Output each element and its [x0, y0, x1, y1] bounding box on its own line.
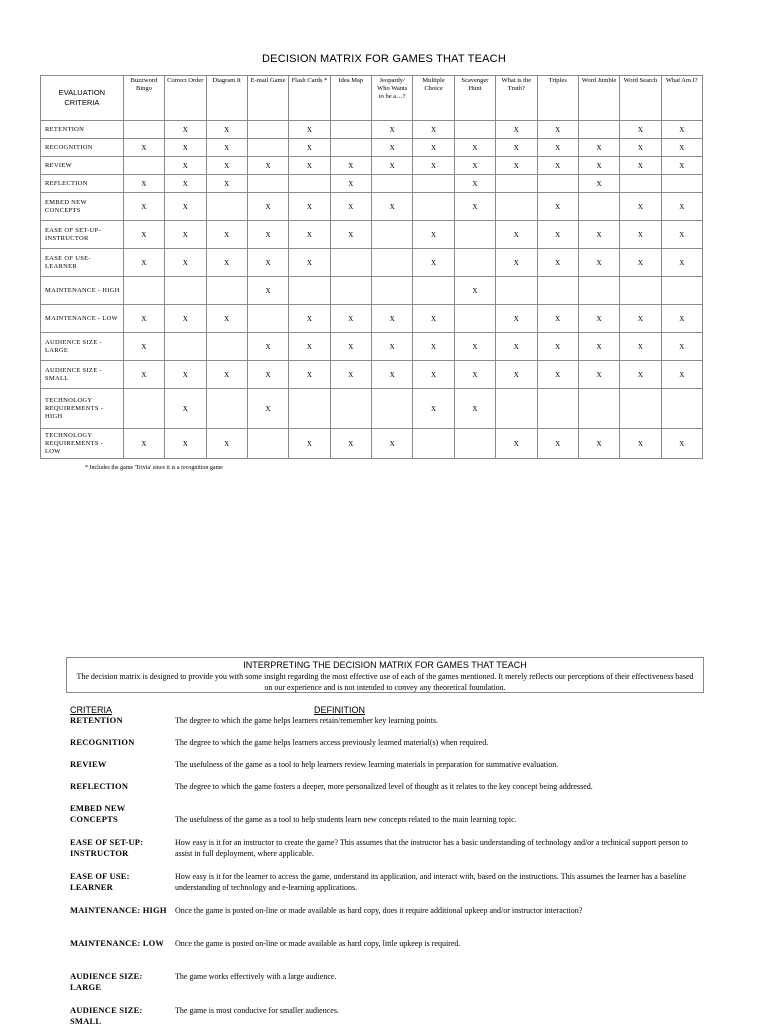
matrix-cell: X	[578, 429, 619, 459]
matrix-cell: X	[330, 429, 371, 459]
matrix-cell	[330, 389, 371, 429]
matrix-cell: X	[661, 157, 702, 175]
matrix-cell: X	[620, 193, 661, 221]
matrix-cell: X	[206, 305, 247, 333]
column-header-game: Flash Cards *	[289, 76, 330, 121]
matrix-cell: X	[620, 139, 661, 157]
definition-text: The degree to which the game fosters a deeper, more personalized level of thought as it relates to the key concept being addressed.	[175, 782, 593, 791]
matrix-cell: X	[206, 249, 247, 277]
row-criterion-label: RECOGNITION	[41, 139, 124, 157]
matrix-cell: X	[496, 121, 537, 139]
column-header-game: What Am I?	[661, 76, 702, 121]
definition-column-header: DEFINITION	[314, 705, 365, 715]
matrix-cell	[206, 333, 247, 361]
matrix-cell	[537, 389, 578, 429]
column-header-game: Buzzword Bingo	[123, 76, 164, 121]
matrix-cell: X	[578, 175, 619, 193]
table-row	[41, 193, 703, 221]
matrix-cell	[496, 193, 537, 221]
matrix-cell: X	[247, 361, 288, 389]
matrix-cell	[123, 121, 164, 139]
matrix-cell	[330, 277, 371, 305]
matrix-cell: X	[165, 121, 206, 139]
matrix-cell: X	[289, 221, 330, 249]
matrix-cell	[247, 175, 288, 193]
row-criterion-label: REVIEW	[41, 157, 124, 175]
matrix-cell	[165, 333, 206, 361]
matrix-cell	[123, 157, 164, 175]
matrix-cell: X	[496, 429, 537, 459]
matrix-cell	[496, 175, 537, 193]
matrix-cell: X	[123, 305, 164, 333]
matrix-cell: X	[620, 333, 661, 361]
matrix-cell: X	[247, 333, 288, 361]
table-row	[41, 249, 703, 277]
definition-text: The degree to which the game helps learners access previously learned material(s) when required.	[175, 738, 489, 747]
table-row	[41, 221, 703, 249]
matrix-cell: X	[578, 221, 619, 249]
matrix-cell: X	[289, 139, 330, 157]
matrix-cell	[289, 277, 330, 305]
matrix-cell: X	[330, 221, 371, 249]
matrix-cell	[537, 175, 578, 193]
matrix-cell: X	[289, 333, 330, 361]
matrix-cell: X	[578, 361, 619, 389]
table-row	[41, 389, 703, 429]
matrix-cell: X	[537, 361, 578, 389]
matrix-cell: X	[372, 193, 413, 221]
matrix-cell: X	[372, 139, 413, 157]
matrix-cell	[454, 429, 495, 459]
matrix-cell: X	[165, 361, 206, 389]
matrix-cell: X	[372, 157, 413, 175]
matrix-cell	[123, 389, 164, 429]
table-row	[41, 121, 703, 139]
matrix-cell: X	[165, 221, 206, 249]
matrix-cell: X	[372, 121, 413, 139]
matrix-cell	[289, 175, 330, 193]
definition-text: The game is most conducive for smaller audiences.	[175, 1006, 339, 1015]
matrix-cell: X	[620, 121, 661, 139]
matrix-cell: X	[206, 139, 247, 157]
matrix-cell: X	[289, 249, 330, 277]
matrix-cell	[247, 121, 288, 139]
definition-text: The game works effectively with a large audience.	[175, 972, 337, 981]
matrix-cell: X	[289, 305, 330, 333]
matrix-cell: X	[372, 429, 413, 459]
matrix-cell	[620, 277, 661, 305]
matrix-cell: X	[454, 193, 495, 221]
matrix-cell: X	[413, 139, 454, 157]
definition-text: Once the game is posted on-line or made available as hard copy, little upkeep is required.	[175, 939, 461, 948]
matrix-cell: X	[454, 139, 495, 157]
definition-text: The usefulness of the game as a tool to help students learn new concepts related to the main learning topic.	[175, 815, 517, 824]
matrix-cell	[372, 249, 413, 277]
matrix-cell: X	[413, 389, 454, 429]
matrix-body	[41, 121, 703, 459]
column-header-game: E-mail Game	[247, 76, 288, 121]
matrix-cell: X	[289, 193, 330, 221]
definition-term: MAINTENANCE: HIGH	[70, 905, 167, 915]
matrix-cell	[661, 277, 702, 305]
matrix-cell	[454, 249, 495, 277]
matrix-cell: X	[413, 157, 454, 175]
row-criterion-label: RETENTION	[41, 121, 124, 139]
matrix-cell	[206, 277, 247, 305]
matrix-cell: X	[454, 389, 495, 429]
matrix-cell: X	[413, 221, 454, 249]
matrix-cell: X	[620, 221, 661, 249]
matrix-cell: X	[247, 277, 288, 305]
matrix-cell: X	[247, 157, 288, 175]
table-row	[41, 305, 703, 333]
matrix-cell: X	[330, 193, 371, 221]
definition-text: How easy is it for an instructor to create the game? This assumes that the instructor has a basic understanding of technology and/or a technical support person to assist in full deployment, where applicable.	[175, 838, 688, 858]
matrix-cell	[620, 389, 661, 429]
matrix-cell: X	[578, 249, 619, 277]
matrix-cell: X	[165, 429, 206, 459]
matrix-cell	[413, 175, 454, 193]
matrix-cell: X	[537, 305, 578, 333]
matrix-cell: X	[289, 157, 330, 175]
matrix-cell: X	[661, 333, 702, 361]
matrix-cell: X	[537, 139, 578, 157]
matrix-footnote: * Includes the game 'Trivia' since it is a recognition game	[85, 465, 223, 471]
column-header-game: Triples	[537, 76, 578, 121]
matrix-cell: X	[496, 361, 537, 389]
table-row	[41, 429, 703, 459]
matrix-cell: X	[496, 139, 537, 157]
matrix-cell: X	[123, 175, 164, 193]
matrix-cell: X	[330, 175, 371, 193]
matrix-cell: X	[537, 333, 578, 361]
column-header-game: What is the Truth?	[496, 76, 537, 121]
matrix-cell: X	[165, 389, 206, 429]
matrix-cell	[413, 193, 454, 221]
matrix-cell: X	[620, 157, 661, 175]
matrix-cell: X	[537, 249, 578, 277]
matrix-header-row	[41, 76, 703, 121]
matrix-cell: X	[123, 221, 164, 249]
definition-term: EMBED NEW CONCEPTS	[70, 803, 126, 824]
column-header-game: Correct Order	[165, 76, 206, 121]
matrix-cell: X	[330, 305, 371, 333]
matrix-cell: X	[496, 305, 537, 333]
matrix-cell: X	[413, 305, 454, 333]
column-header-game: Word Jumble	[578, 76, 619, 121]
matrix-cell: X	[454, 175, 495, 193]
matrix-cell: X	[661, 429, 702, 459]
definition-term: AUDIENCE SIZE: LARGE	[70, 971, 143, 992]
matrix-cell: X	[165, 157, 206, 175]
interpretation-title: INTERPRETING THE DECISION MATRIX FOR GAMES THAT TEACH	[243, 660, 527, 670]
column-header-game: Multiple Choice	[413, 76, 454, 121]
matrix-cell: X	[661, 139, 702, 157]
matrix-cell: X	[413, 361, 454, 389]
matrix-cell	[413, 429, 454, 459]
matrix-cell: X	[123, 193, 164, 221]
definition-text: How easy is it for the learner to access the game, understand its application, and interact with, based on the instructions. This assumes the learner has a baseline understanding of technology and e-learning applications.	[175, 872, 687, 892]
matrix-cell	[247, 305, 288, 333]
matrix-cell: X	[123, 333, 164, 361]
matrix-cell	[454, 121, 495, 139]
matrix-cell: X	[661, 121, 702, 139]
interpretation-text: The decision matrix is designed to provide you with some insight regarding the most effective use of each of the games mentioned. It merely reflects our perceptions of their effectiveness based on our experience and is not intended to convey any theoretical foundation.	[76, 672, 694, 692]
interpretation-box	[66, 657, 704, 693]
page-title: DECISION MATRIX FOR GAMES THAT TEACH	[262, 53, 506, 65]
matrix-cell: X	[165, 193, 206, 221]
definition-text: Once the game is posted on-line or made available as hard copy, does it require additional upkeep and/or instructor interaction?	[175, 906, 583, 915]
matrix-cell: X	[454, 361, 495, 389]
matrix-cell: X	[537, 121, 578, 139]
matrix-cell: X	[123, 361, 164, 389]
matrix-cell	[330, 139, 371, 157]
matrix-cell	[496, 277, 537, 305]
matrix-cell: X	[537, 157, 578, 175]
matrix-cell	[165, 277, 206, 305]
column-header-game: Word Search	[620, 76, 661, 121]
matrix-cell	[206, 389, 247, 429]
matrix-cell: X	[165, 305, 206, 333]
matrix-cell: X	[661, 193, 702, 221]
matrix-cell: X	[330, 333, 371, 361]
matrix-cell	[496, 389, 537, 429]
table-row	[41, 157, 703, 175]
matrix-cell: X	[578, 139, 619, 157]
matrix-cell: X	[537, 221, 578, 249]
matrix-cell	[289, 389, 330, 429]
row-criterion-label: TECHNOLOGY REQUIREMENTS - LOW	[41, 429, 124, 459]
matrix-cell: X	[165, 249, 206, 277]
matrix-cell: X	[289, 429, 330, 459]
matrix-cell: X	[661, 221, 702, 249]
matrix-cell: X	[496, 157, 537, 175]
matrix-cell: X	[413, 333, 454, 361]
matrix-cell: X	[661, 361, 702, 389]
row-criterion-label: EASE OF USE-LEARNER	[41, 249, 124, 277]
matrix-cell: X	[413, 249, 454, 277]
matrix-cell: X	[247, 389, 288, 429]
matrix-cell: X	[454, 157, 495, 175]
definition-text: The usefulness of the game as a tool to help learners review learning materials in preparation for summative evaluation.	[175, 760, 559, 769]
matrix-cell: X	[206, 175, 247, 193]
matrix-cell: X	[372, 333, 413, 361]
matrix-cell: X	[537, 429, 578, 459]
matrix-cell: X	[206, 429, 247, 459]
evaluation-criteria-header: EVALUATION CRITERIA	[41, 76, 124, 121]
matrix-cell: X	[661, 249, 702, 277]
matrix-cell: X	[372, 305, 413, 333]
matrix-cell	[578, 121, 619, 139]
matrix-cell	[413, 277, 454, 305]
matrix-cell	[372, 175, 413, 193]
matrix-cell	[330, 249, 371, 277]
row-criterion-label: REFLECTION	[41, 175, 124, 193]
definition-term: MAINTENANCE: LOW	[70, 938, 165, 948]
matrix-cell: X	[206, 361, 247, 389]
matrix-cell: X	[620, 249, 661, 277]
criteria-column-header: CRITERIA	[70, 705, 113, 715]
table-row	[41, 277, 703, 305]
matrix-cell: X	[206, 221, 247, 249]
matrix-cell: X	[330, 361, 371, 389]
decision-matrix-table	[40, 75, 703, 459]
definition-term: REFLECTION	[70, 781, 129, 791]
matrix-cell: X	[454, 333, 495, 361]
matrix-cell: X	[496, 249, 537, 277]
matrix-cell: X	[620, 429, 661, 459]
matrix-cell: X	[123, 429, 164, 459]
matrix-cell: X	[496, 333, 537, 361]
table-row	[41, 333, 703, 361]
row-criterion-label: MAINTENANCE - LOW	[41, 305, 124, 333]
matrix-cell	[578, 277, 619, 305]
matrix-cell: X	[620, 361, 661, 389]
matrix-cell: X	[578, 305, 619, 333]
matrix-cell	[123, 277, 164, 305]
matrix-cell: X	[165, 175, 206, 193]
matrix-cell: X	[247, 221, 288, 249]
row-criterion-label: AUDIENCE SIZE - SMALL	[41, 361, 124, 389]
matrix-cell: X	[123, 249, 164, 277]
matrix-cell	[330, 121, 371, 139]
matrix-cell: X	[454, 277, 495, 305]
table-row	[41, 175, 703, 193]
column-header-game: Scavenger Hunt	[454, 76, 495, 121]
matrix-cell	[578, 389, 619, 429]
matrix-cell	[372, 221, 413, 249]
row-criterion-label: TECHNOLOGY REQUIREMENTS - HIGH	[41, 389, 124, 429]
definition-text: The degree to which the game helps learners retain/remember key learning points.	[175, 716, 439, 725]
matrix-cell	[247, 429, 288, 459]
matrix-cell: X	[206, 157, 247, 175]
matrix-cell: X	[123, 139, 164, 157]
matrix-cell: X	[620, 305, 661, 333]
definition-term: RECOGNITION	[70, 737, 135, 747]
row-criterion-label: EMBED NEW CONCEPTS	[41, 193, 124, 221]
matrix-cell: X	[372, 361, 413, 389]
table-row	[41, 361, 703, 389]
row-criterion-label: EASE OF SET-UP-INSTRUCTOR	[41, 221, 124, 249]
matrix-cell	[247, 139, 288, 157]
matrix-cell	[206, 193, 247, 221]
matrix-cell: X	[578, 333, 619, 361]
matrix-cell	[578, 193, 619, 221]
matrix-cell	[661, 389, 702, 429]
matrix-cell: X	[247, 193, 288, 221]
matrix-cell: X	[537, 193, 578, 221]
matrix-cell: X	[661, 305, 702, 333]
row-criterion-label: MAINTENANCE - HIGH	[41, 277, 124, 305]
definition-term: RETENTION	[70, 715, 123, 725]
matrix-cell	[454, 305, 495, 333]
matrix-cell: X	[289, 121, 330, 139]
matrix-cell: X	[496, 221, 537, 249]
matrix-cell: X	[413, 121, 454, 139]
column-header-game: Idea Map	[330, 76, 371, 121]
matrix-cell: X	[330, 157, 371, 175]
row-criterion-label: AUDIENCE SIZE - LARGE	[41, 333, 124, 361]
matrix-cell	[372, 277, 413, 305]
column-header-game: Diagram It	[206, 76, 247, 121]
matrix-cell	[372, 389, 413, 429]
definition-term: EASE OF SET-UP: INSTRUCTOR	[70, 837, 144, 858]
matrix-cell	[661, 175, 702, 193]
matrix-cell: X	[289, 361, 330, 389]
matrix-cell	[454, 221, 495, 249]
matrix-cell	[620, 175, 661, 193]
matrix-cell: X	[206, 121, 247, 139]
matrix-cell: X	[247, 249, 288, 277]
definition-term: EASE OF USE: LEARNER	[70, 871, 130, 892]
matrix-cell: X	[165, 139, 206, 157]
matrix-cell: X	[578, 157, 619, 175]
definition-term: AUDIENCE SIZE: SMALL	[70, 1005, 143, 1026]
definition-term: REVIEW	[70, 759, 107, 769]
matrix-cell	[537, 277, 578, 305]
column-header-game: Jeopardy/ Who Wants to be a…?	[372, 76, 413, 121]
table-row	[41, 139, 703, 157]
